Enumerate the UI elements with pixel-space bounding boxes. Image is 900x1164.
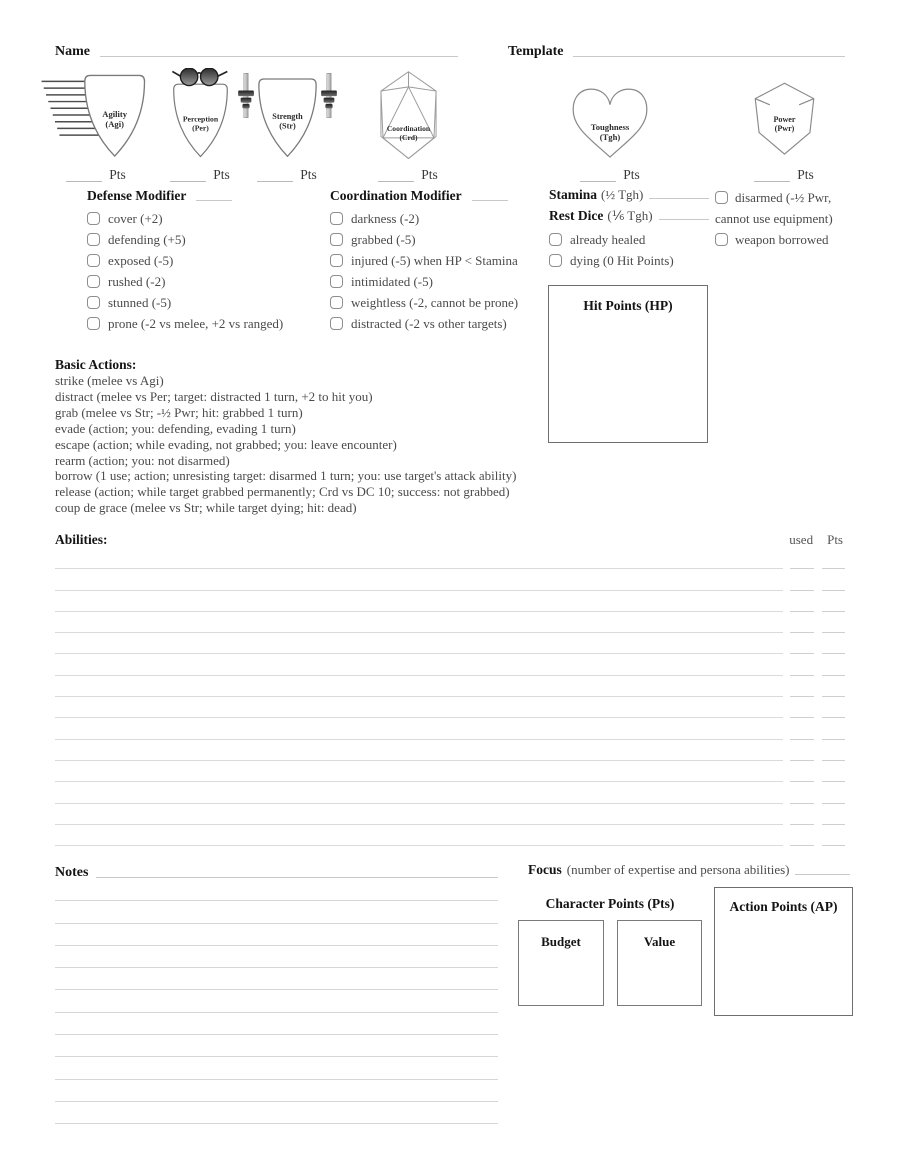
speed-shield-icon bbox=[40, 65, 152, 162]
ability-used-fill-line[interactable] bbox=[790, 696, 814, 697]
budget-box[interactable] bbox=[518, 920, 604, 1006]
basic-action: coup de grace (melee vs Str; while target dying; hit: dead) bbox=[55, 500, 357, 516]
perception-pts-fill-line[interactable] bbox=[170, 167, 206, 182]
abilities-header bbox=[55, 531, 845, 548]
ability-used-fill-line[interactable] bbox=[790, 760, 814, 761]
notes-fill-line[interactable] bbox=[55, 946, 498, 968]
pts-label: Pts bbox=[109, 167, 126, 182]
stamina-label: Stamina bbox=[549, 187, 598, 202]
checkbox[interactable] bbox=[330, 275, 343, 288]
ability-fill-line[interactable] bbox=[55, 675, 783, 676]
ability-pts-fill-line[interactable] bbox=[822, 696, 845, 697]
coordination-modifier-list bbox=[330, 208, 548, 334]
notes-fill-line[interactable] bbox=[55, 990, 498, 1012]
coordination-pts-fill-line[interactable] bbox=[378, 167, 414, 182]
checkbox-label: stunned (-5) bbox=[108, 294, 172, 310]
defense-modifier-item bbox=[87, 229, 335, 250]
vitals-checkbox-list bbox=[549, 229, 709, 271]
toughness-pts bbox=[580, 164, 640, 182]
checkbox[interactable] bbox=[330, 254, 343, 267]
focus-description: (number of expertise and persona abilities) bbox=[566, 862, 790, 877]
ability-row bbox=[55, 804, 845, 825]
focus-section bbox=[528, 862, 850, 878]
stamina-row bbox=[549, 187, 709, 208]
heart-icon bbox=[569, 85, 651, 162]
ability-used-fill-line[interactable] bbox=[790, 611, 814, 612]
checkbox[interactable] bbox=[87, 296, 100, 309]
equipment-item bbox=[715, 229, 855, 250]
left-barbell-icon bbox=[238, 73, 254, 117]
focus-label: Focus bbox=[528, 862, 562, 877]
ability-used-fill-line[interactable] bbox=[790, 781, 814, 782]
stat-abbr: (Crd) bbox=[398, 132, 418, 142]
checkbox[interactable] bbox=[87, 233, 100, 246]
ability-row bbox=[55, 782, 845, 803]
ability-row bbox=[55, 825, 845, 846]
basic-action: rearm (action; you: not disarmed) bbox=[55, 452, 230, 468]
template-field bbox=[508, 44, 845, 60]
basic-actions-section bbox=[55, 356, 600, 516]
defense-modifier-section bbox=[87, 187, 335, 334]
basic-actions-title: Basic Actions: bbox=[55, 357, 137, 372]
checkbox[interactable] bbox=[87, 275, 100, 288]
checkbox[interactable] bbox=[549, 254, 562, 267]
stat-coordination bbox=[372, 66, 444, 182]
ability-pts-fill-line[interactable] bbox=[822, 568, 845, 569]
checkbox-label: already healed bbox=[570, 231, 646, 247]
value-label: Value bbox=[643, 934, 676, 949]
defense-modifier-item bbox=[87, 208, 335, 229]
ability-row bbox=[55, 633, 845, 654]
ability-used-fill-line[interactable] bbox=[790, 739, 814, 740]
ability-fill-line[interactable] bbox=[55, 590, 783, 591]
rest-dice-label: Rest Dice bbox=[549, 208, 604, 223]
ability-used-fill-line[interactable] bbox=[790, 632, 814, 633]
focus-fill-line[interactable] bbox=[795, 873, 850, 875]
ability-pts-fill-line[interactable] bbox=[822, 675, 845, 676]
ability-fill-line[interactable] bbox=[55, 781, 783, 782]
checkbox[interactable] bbox=[87, 317, 100, 330]
ability-fill-line[interactable] bbox=[55, 632, 783, 633]
strength-pts bbox=[257, 164, 317, 182]
stat-strength bbox=[229, 66, 345, 182]
checkbox-label: defending (+5) bbox=[108, 231, 186, 247]
notes-section bbox=[55, 864, 498, 1124]
basic-action: evade (action; you: defending, evading 1 turn) bbox=[55, 420, 296, 436]
notes-fill-line[interactable] bbox=[55, 1102, 498, 1124]
ability-pts-fill-line[interactable] bbox=[822, 717, 845, 718]
rest-dice-row bbox=[549, 208, 709, 229]
coordination-modifier-fill-line[interactable] bbox=[472, 200, 508, 201]
abilities-section bbox=[55, 531, 845, 846]
name-label: Name bbox=[55, 44, 90, 59]
stat-abbr: (Str) bbox=[278, 121, 296, 131]
ability-fill-line[interactable] bbox=[55, 696, 783, 697]
abilities-rows bbox=[55, 548, 845, 846]
agility-pts-fill-line[interactable] bbox=[66, 167, 102, 182]
cube-icon bbox=[746, 80, 823, 162]
vitals-item bbox=[549, 250, 709, 271]
right-barbell-icon bbox=[321, 73, 337, 117]
perception-pts bbox=[170, 164, 230, 182]
checkbox-label: exposed (-5) bbox=[108, 252, 174, 268]
ability-row bbox=[55, 569, 845, 590]
ability-row bbox=[55, 718, 845, 739]
rest-dice-formula: (⅙ Tgh) bbox=[607, 208, 653, 223]
agility-icon-area bbox=[40, 66, 152, 162]
checkbox[interactable] bbox=[715, 191, 728, 204]
notes-fill-line[interactable] bbox=[55, 1080, 498, 1102]
basic-action: strike (melee vs Agi) bbox=[55, 373, 164, 388]
used-column-label: used bbox=[789, 532, 814, 547]
stat-name: Power bbox=[773, 114, 795, 124]
ability-used-fill-line[interactable] bbox=[790, 803, 814, 804]
abilities-title: Abilities: bbox=[55, 532, 108, 547]
checkbox[interactable] bbox=[330, 233, 343, 246]
template-label: Template bbox=[508, 44, 564, 59]
budget-label: Budget bbox=[541, 934, 581, 949]
defense-modifier-item bbox=[87, 250, 335, 271]
name-field bbox=[55, 44, 458, 60]
checkbox[interactable] bbox=[549, 233, 562, 246]
notes-fill-line[interactable] bbox=[55, 901, 498, 923]
ability-used-fill-line[interactable] bbox=[790, 824, 814, 825]
notes-header-fill-line[interactable] bbox=[96, 876, 498, 878]
defense-modifier-title: Defense Modifier bbox=[87, 188, 187, 203]
stat-name: Perception bbox=[182, 114, 218, 124]
ability-fill-line[interactable] bbox=[55, 568, 783, 569]
ability-pts-fill-line[interactable] bbox=[822, 845, 845, 846]
vitals-section bbox=[549, 187, 709, 271]
coordination-icon-area bbox=[374, 66, 443, 162]
basic-actions-list bbox=[55, 373, 600, 516]
checkbox-label: disarmed (-½ Pwr, cannot use equipment) bbox=[715, 190, 833, 226]
template-fill-line[interactable] bbox=[573, 55, 845, 57]
power-icon-area bbox=[746, 66, 823, 162]
name-fill-line[interactable] bbox=[100, 55, 458, 57]
checkbox[interactable] bbox=[87, 254, 100, 267]
ability-row bbox=[55, 676, 845, 697]
ability-used-fill-line[interactable] bbox=[790, 675, 814, 676]
ability-row bbox=[55, 761, 845, 782]
checkbox-label: rushed (-2) bbox=[108, 273, 166, 289]
action-points-title: Action Points (AP) bbox=[729, 899, 838, 914]
stat-abbr: (Tgh) bbox=[599, 131, 621, 142]
stat-abbr: (Pwr) bbox=[774, 124, 794, 134]
power-pts-fill-line[interactable] bbox=[754, 167, 790, 182]
defense-modifier-item bbox=[87, 271, 335, 292]
toughness-pts-fill-line[interactable] bbox=[580, 167, 616, 182]
coordination-modifier-section bbox=[330, 187, 548, 334]
notes-fill-line[interactable] bbox=[55, 968, 498, 990]
notes-fill-line[interactable] bbox=[55, 879, 498, 901]
ability-row bbox=[55, 740, 845, 761]
rest-dice-fill-line[interactable] bbox=[659, 218, 709, 220]
defense-modifier-header bbox=[87, 187, 335, 204]
ability-fill-line[interactable] bbox=[55, 653, 783, 654]
strength-pts-fill-line[interactable] bbox=[257, 167, 293, 182]
coordination-modifier-item bbox=[330, 313, 548, 334]
stat-name: Coordination bbox=[386, 124, 430, 133]
character-points-title: Character Points (Pts) bbox=[545, 896, 675, 911]
vitals-item bbox=[549, 229, 709, 250]
ability-fill-line[interactable] bbox=[55, 739, 783, 740]
coordination-modifier-title: Coordination Modifier bbox=[330, 188, 462, 203]
stamina-formula: (½ Tgh) bbox=[601, 187, 644, 202]
ability-pts-fill-line[interactable] bbox=[822, 739, 845, 740]
defense-modifier-item bbox=[87, 292, 335, 313]
pts-label: Pts bbox=[300, 167, 317, 182]
ability-row bbox=[55, 654, 845, 675]
notes-title: Notes bbox=[55, 865, 89, 880]
ability-fill-line[interactable] bbox=[55, 803, 783, 804]
notes-fill-line[interactable] bbox=[55, 1013, 498, 1035]
coordination-modifier-item bbox=[330, 250, 548, 271]
ability-fill-line[interactable] bbox=[55, 824, 783, 825]
stat-name: Agility bbox=[102, 109, 128, 120]
notes-fill-line[interactable] bbox=[55, 1035, 498, 1057]
ability-pts-fill-line[interactable] bbox=[822, 632, 845, 633]
power-pts bbox=[754, 164, 814, 182]
sunglasses-shield-icon bbox=[167, 68, 234, 162]
notes-fill-line[interactable] bbox=[55, 924, 498, 946]
toughness-icon-area bbox=[569, 66, 651, 162]
agility-pts bbox=[66, 164, 126, 182]
pts-label: Pts bbox=[797, 167, 814, 182]
perception-icon-area bbox=[167, 66, 234, 162]
checkbox[interactable] bbox=[330, 212, 343, 225]
checkbox-label: grabbed (-5) bbox=[351, 231, 416, 247]
ability-pts-fill-line[interactable] bbox=[822, 611, 845, 612]
stamina-fill-line[interactable] bbox=[649, 197, 709, 199]
equipment-section bbox=[715, 187, 855, 250]
defense-modifier-item bbox=[87, 313, 335, 334]
ability-fill-line[interactable] bbox=[55, 845, 783, 846]
ability-used-fill-line[interactable] bbox=[790, 717, 814, 718]
checkbox-label: weightless (-2, cannot be prone) bbox=[351, 294, 519, 310]
checkbox-label: cover (+2) bbox=[108, 210, 163, 226]
ability-pts-fill-line[interactable] bbox=[822, 760, 845, 761]
stat-abbr: (Agi) bbox=[105, 118, 124, 129]
ability-pts-fill-line[interactable] bbox=[822, 590, 845, 591]
checkbox[interactable] bbox=[330, 317, 343, 330]
stat-abbr: (Per) bbox=[191, 123, 209, 133]
strength-icon-area bbox=[230, 66, 345, 162]
ability-used-fill-line[interactable] bbox=[790, 590, 814, 591]
ability-pts-fill-line[interactable] bbox=[822, 803, 845, 804]
ability-pts-fill-line[interactable] bbox=[822, 824, 845, 825]
ability-row bbox=[55, 591, 845, 612]
ability-fill-line[interactable] bbox=[55, 717, 783, 718]
equipment-item bbox=[715, 187, 855, 229]
pts-label: Pts bbox=[623, 167, 640, 182]
checkbox[interactable] bbox=[87, 212, 100, 225]
d20-die-icon bbox=[374, 69, 443, 162]
sunglasses-icon bbox=[172, 68, 227, 85]
basic-action: borrow (1 use; action; unresisting target: disarmed 1 turn; you: use target's attack ability) bbox=[55, 468, 517, 484]
coordination-modifier-item bbox=[330, 292, 548, 313]
pts-column-label: Pts bbox=[827, 532, 843, 547]
stat-name: Toughness bbox=[590, 122, 630, 133]
defense-modifier-list bbox=[87, 208, 335, 334]
checkbox[interactable] bbox=[715, 233, 728, 246]
ability-fill-line[interactable] bbox=[55, 760, 783, 761]
defense-modifier-fill-line[interactable] bbox=[196, 200, 232, 201]
barbell-shield-icon bbox=[230, 69, 345, 162]
checkbox-label: injured (-5) when HP < Stamina bbox=[351, 252, 518, 268]
ability-used-fill-line[interactable] bbox=[790, 653, 814, 654]
ability-used-fill-line[interactable] bbox=[790, 568, 814, 569]
checkbox-label: intimidated (-5) bbox=[351, 273, 433, 289]
stat-agility bbox=[38, 66, 154, 182]
stat-power bbox=[744, 66, 824, 182]
basic-action: distract (melee vs Per; target: distracted 1 turn, +2 to hit you) bbox=[55, 388, 373, 404]
ability-row bbox=[55, 697, 845, 718]
ability-row bbox=[55, 612, 845, 633]
stat-perception bbox=[164, 66, 236, 182]
ability-fill-line[interactable] bbox=[55, 611, 783, 612]
coordination-pts bbox=[378, 164, 438, 182]
coordination-modifier-header bbox=[330, 187, 548, 204]
hit-points-title: Hit Points (HP) bbox=[583, 298, 673, 313]
checkbox-label: weapon borrowed bbox=[735, 232, 829, 247]
pts-label: Pts bbox=[421, 167, 438, 182]
ability-pts-fill-line[interactable] bbox=[822, 781, 845, 782]
basic-action: release (action; while target grabbed permanently; Crd vs DC 10; success: not grabbed) bbox=[55, 484, 510, 500]
basic-action: escape (action; while evading, not grabbed; you: leave encounter) bbox=[55, 436, 397, 452]
basic-action: grab (melee vs Str; -½ Pwr; hit: grabbed 1 turn) bbox=[55, 404, 303, 420]
pts-label: Pts bbox=[213, 167, 230, 182]
checkbox-label: dying (0 Hit Points) bbox=[570, 252, 674, 268]
checkbox-label: distracted (-2 vs other targets) bbox=[351, 315, 507, 331]
coordination-modifier-item bbox=[330, 229, 548, 250]
notes-fill-line[interactable] bbox=[55, 1057, 498, 1079]
notes-rows bbox=[55, 879, 498, 1124]
ability-used-fill-line[interactable] bbox=[790, 845, 814, 846]
stat-toughness bbox=[567, 66, 653, 182]
coordination-modifier-item bbox=[330, 271, 548, 292]
checkbox-label: darkness (-2) bbox=[351, 210, 420, 226]
value-box[interactable] bbox=[617, 920, 702, 1006]
coordination-modifier-item bbox=[330, 208, 548, 229]
checkbox[interactable] bbox=[330, 296, 343, 309]
checkbox-label: prone (-2 vs melee, +2 vs ranged) bbox=[108, 315, 284, 331]
action-points-box[interactable] bbox=[714, 887, 853, 1016]
equipment-checkbox-list bbox=[715, 187, 855, 250]
ability-pts-fill-line[interactable] bbox=[822, 653, 845, 654]
stat-name: Strength bbox=[271, 112, 303, 122]
ability-row bbox=[55, 548, 845, 569]
